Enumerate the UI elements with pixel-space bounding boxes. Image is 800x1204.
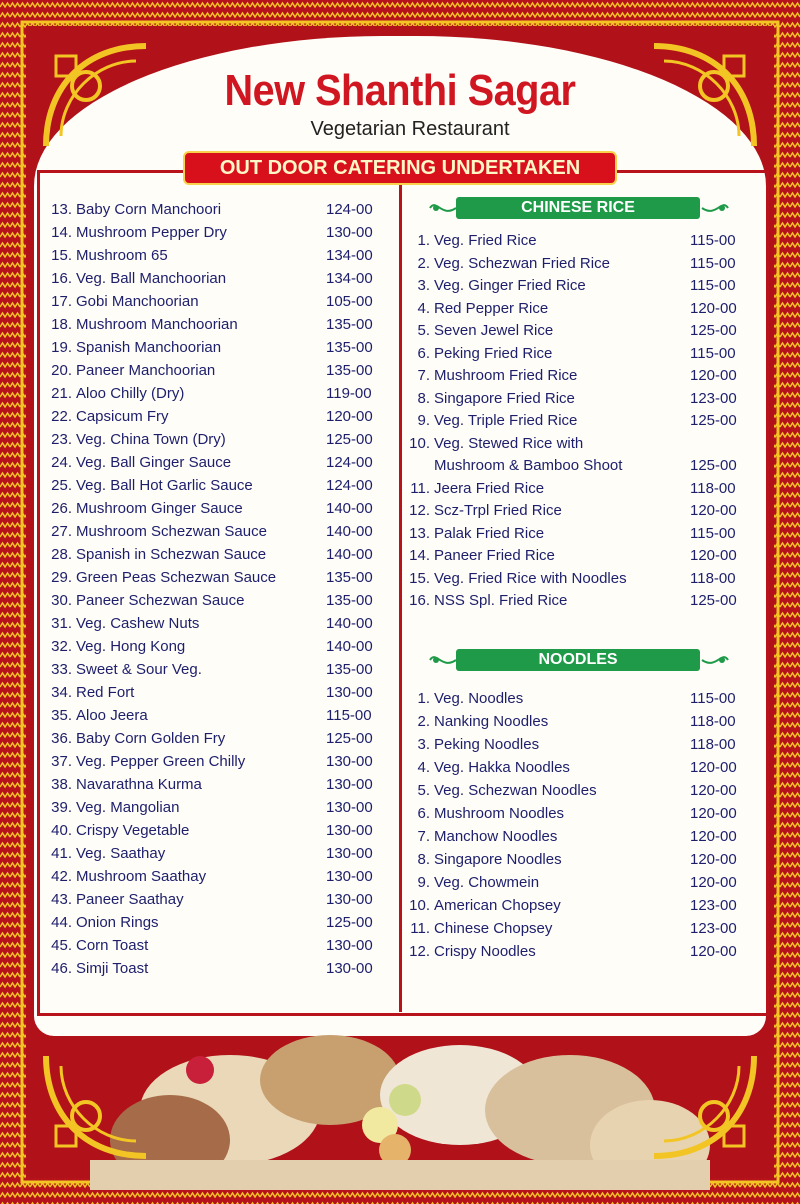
item-number: 3. — [417, 736, 430, 753]
item-name: Veg. Stewed Rice with — [434, 434, 584, 452]
menu-item — [44, 431, 226, 448]
menu-item — [44, 684, 135, 701]
menu-item — [404, 232, 537, 249]
restaurant-name: New Shanthi Sagar — [224, 66, 576, 115]
item-price: 120-00 — [690, 782, 737, 799]
menu-item — [44, 201, 222, 218]
menu-item — [44, 960, 149, 977]
item-price: 118-00 — [690, 569, 736, 587]
item-number: 28. — [51, 546, 72, 563]
item-name: Peking Fried Rice — [434, 344, 553, 362]
item-name: Simji Toast — [76, 960, 149, 977]
item-price: 118-00 — [690, 736, 736, 753]
item-price: 125-00 — [326, 914, 373, 931]
item-name: Veg. Schezwan Fried Rice — [434, 254, 610, 272]
item-number: 14. — [51, 224, 72, 241]
item-name: Crispy Noodles — [434, 943, 536, 960]
item-number: 44. — [51, 914, 72, 931]
item-name: Veg. Schezwan Noodles — [434, 782, 597, 799]
item-price: 125-00 — [690, 592, 737, 609]
menu-item — [404, 690, 524, 707]
item-number: 36. — [51, 730, 72, 747]
item-name: Capsicum Fry — [76, 408, 169, 425]
column-divider — [399, 172, 402, 1012]
item-price: 130-00 — [326, 845, 373, 862]
item-name: Singapore Noodles — [434, 851, 562, 868]
item-price: 134-00 — [326, 247, 373, 264]
menu-item — [404, 759, 570, 776]
item-number: 26. — [51, 500, 72, 517]
item-name: Red Fort — [76, 684, 135, 701]
item-number: 40. — [51, 822, 72, 839]
item-number: 6. — [417, 805, 430, 822]
item-price: 130-00 — [326, 937, 373, 954]
item-name: Veg. Ginger Fried Rice — [434, 277, 586, 294]
item-name: Jeera Fried Rice — [434, 479, 545, 497]
menu-item — [404, 479, 545, 497]
item-number: 42. — [51, 868, 72, 885]
menu-item — [404, 502, 562, 519]
item-name: Green Peas Schezwan Sauce — [76, 569, 277, 586]
item-number: 45. — [51, 937, 72, 954]
item-name: Mushroom Noodles — [434, 805, 565, 822]
item-name: Mushroom Ginger Sauce — [76, 500, 243, 517]
item-number: 8. — [417, 389, 430, 407]
item-price: 120-00 — [690, 828, 737, 845]
item-number: 31. — [51, 615, 72, 632]
item-price: 125-00 — [690, 457, 737, 474]
flourish-icon — [428, 196, 458, 220]
item-price: 120-00 — [690, 874, 737, 891]
menu-item — [44, 845, 166, 862]
menu-item — [404, 592, 568, 609]
item-number: 41. — [51, 845, 72, 862]
item-number: 18. — [51, 316, 72, 333]
item-number: 30. — [51, 592, 72, 609]
item-price: 115-00 — [690, 344, 736, 362]
item-price: 140-00 — [326, 500, 373, 517]
menu-item — [44, 500, 243, 517]
item-name: Spanish Manchoorian — [76, 339, 222, 356]
item-number: 12. — [409, 943, 430, 960]
item-number: 23. — [51, 431, 72, 448]
menu-item — [404, 874, 540, 891]
item-price: 130-00 — [326, 799, 373, 816]
item-name: Gobi Manchoorian — [76, 293, 199, 310]
item-number: 11. — [410, 479, 430, 497]
item-name: Mushroom Schezwan Sauce — [76, 523, 267, 540]
chinese-rice-heading: CHINESE RICE — [456, 197, 700, 219]
flourish-icon — [700, 648, 730, 672]
item-number: 10. — [409, 434, 430, 452]
item-price: 135-00 — [326, 569, 373, 586]
item-name: Paneer Fried Rice — [434, 547, 555, 564]
item-number: 34. — [51, 684, 72, 701]
item-name: Veg. Hakka Noodles — [434, 759, 570, 776]
item-price: 115-00 — [690, 232, 736, 249]
menu-item — [404, 736, 540, 753]
restaurant-subtitle: Vegetarian Restaurant — [310, 118, 510, 140]
item-name: Veg. Noodles — [434, 690, 524, 707]
item-number: 8. — [417, 851, 430, 868]
item-number: 43. — [51, 891, 72, 908]
flourish-icon — [700, 196, 730, 220]
menu-item — [44, 523, 267, 540]
item-name: NSS Spl. Fried Rice — [434, 592, 568, 609]
item-name: Mushroom Pepper Dry — [76, 224, 227, 241]
item-price: 120-00 — [690, 299, 737, 317]
item-price: 130-00 — [326, 960, 373, 977]
item-price: 118-00 — [690, 713, 736, 730]
item-number: 46. — [51, 960, 72, 977]
item-price: 115-00 — [690, 277, 736, 294]
item-number: 4. — [417, 299, 430, 317]
item-price: 120-00 — [690, 805, 737, 822]
item-name: Veg. Ball Manchoorian — [76, 270, 227, 287]
item-name: Nanking Noodles — [434, 713, 549, 730]
item-price: 140-00 — [326, 615, 373, 632]
menu-item — [404, 851, 562, 868]
item-price: 135-00 — [326, 339, 373, 356]
menu-item — [404, 805, 565, 822]
item-number: 13. — [409, 524, 430, 542]
item-name: Mushroom & Bamboo Shoot — [434, 457, 623, 474]
item-name: Veg. Cashew Nuts — [76, 615, 200, 632]
item-number: 27. — [51, 523, 72, 540]
item-price: 134-00 — [326, 270, 373, 287]
menu-item — [404, 547, 555, 564]
menu-item — [404, 828, 558, 845]
item-price: 120-00 — [690, 502, 737, 519]
item-number: 3. — [417, 277, 430, 294]
item-price: 123-00 — [690, 897, 737, 914]
item-number: 33. — [51, 661, 72, 678]
menu-item — [404, 524, 545, 542]
menu-item — [404, 569, 627, 587]
item-name: Mushroom Fried Rice — [434, 367, 578, 384]
item-name: Sweet & Sour Veg. — [76, 661, 202, 678]
menu-item — [44, 408, 169, 425]
noodles-heading: NOODLES — [456, 649, 700, 671]
menu-item — [44, 730, 226, 747]
menu-item — [44, 891, 184, 908]
item-price: 125-00 — [326, 431, 373, 448]
item-number: 2. — [417, 713, 430, 730]
flourish-icon — [428, 648, 458, 672]
menu-item — [44, 707, 148, 724]
item-price: 130-00 — [326, 776, 373, 793]
item-name: Crispy Vegetable — [76, 822, 190, 839]
menu-item — [44, 293, 199, 310]
item-price: 124-00 — [326, 454, 373, 471]
menu-item — [44, 661, 202, 678]
menu-item — [44, 316, 238, 333]
item-price: 130-00 — [326, 822, 373, 839]
item-price: 124-00 — [326, 201, 373, 218]
item-name: Veg. Triple Fried Rice — [434, 412, 578, 429]
item-name: American Chopsey — [434, 897, 561, 914]
menu-item — [404, 457, 623, 474]
item-name: Red Pepper Rice — [434, 299, 549, 317]
menu-item — [44, 546, 267, 563]
item-name: Veg. Ball Ginger Sauce — [76, 454, 232, 471]
item-number: 20. — [51, 362, 72, 379]
item-number: 6. — [417, 344, 430, 362]
item-price: 120-00 — [690, 943, 737, 960]
item-name: Veg. Fried Rice — [434, 232, 537, 249]
item-number: 24. — [51, 454, 72, 471]
item-number: 10. — [409, 897, 430, 914]
item-price: 135-00 — [326, 316, 373, 333]
item-price: 120-00 — [690, 367, 737, 384]
item-name: Palak Fried Rice — [434, 524, 545, 542]
item-number: 22. — [51, 408, 72, 425]
item-price: 120-00 — [690, 547, 737, 564]
item-number: 13. — [51, 201, 72, 218]
item-price: 130-00 — [326, 684, 373, 701]
item-name: Aloo Chilly (Dry) — [76, 385, 185, 402]
item-price: 115-00 — [690, 690, 736, 707]
item-price: 130-00 — [326, 224, 373, 241]
menu-item — [44, 477, 253, 494]
item-name: Mushroom 65 — [76, 247, 168, 264]
menu-item — [404, 277, 586, 294]
item-number: 5. — [417, 322, 430, 339]
item-name: Peking Noodles — [434, 736, 540, 753]
item-price: 130-00 — [326, 891, 373, 908]
item-number: 39. — [51, 799, 72, 816]
item-name: Veg. Saathay — [76, 845, 166, 862]
item-price: 123-00 — [690, 389, 737, 407]
item-price: 118-00 — [690, 479, 736, 497]
item-price: 125-00 — [690, 412, 737, 429]
item-number: 16. — [409, 592, 430, 609]
item-name: Spanish in Schezwan Sauce — [76, 546, 267, 563]
menu-item — [404, 389, 575, 407]
menu-item — [44, 454, 232, 471]
item-price: 124-00 — [326, 477, 373, 494]
item-price: 115-00 — [690, 254, 736, 272]
menu-item — [44, 385, 185, 402]
item-name: Baby Corn Golden Fry — [76, 730, 226, 747]
item-number: 4. — [417, 759, 430, 776]
item-name: Veg. Chowmein — [434, 874, 540, 891]
menu-item — [404, 920, 553, 937]
menu-item — [404, 782, 597, 799]
item-number: 16. — [51, 270, 72, 287]
item-price: 140-00 — [326, 638, 373, 655]
item-price: 119-00 — [326, 385, 372, 402]
item-price: 140-00 — [326, 523, 373, 540]
item-number: 29. — [51, 569, 72, 586]
item-number: 19. — [51, 339, 72, 356]
item-price: 115-00 — [690, 524, 736, 542]
menu-item — [44, 270, 227, 287]
menu-item — [404, 322, 554, 339]
item-price: 125-00 — [690, 322, 737, 339]
item-name: Paneer Saathay — [76, 891, 184, 908]
item-price: 120-00 — [690, 851, 737, 868]
item-number: 15. — [409, 569, 430, 587]
item-name: Aloo Jeera — [76, 707, 148, 724]
item-number: 7. — [417, 828, 430, 845]
menu-item — [44, 914, 159, 931]
item-price: 120-00 — [690, 759, 737, 776]
menu-item — [404, 897, 561, 914]
menu-item — [44, 937, 149, 954]
item-price: 105-00 — [326, 293, 373, 310]
item-number: 21. — [51, 385, 72, 402]
item-name: Mushroom Saathay — [76, 868, 207, 885]
item-name: Paneer Manchoorian — [76, 362, 216, 379]
item-name: Scz-Trpl Fried Rice — [434, 502, 562, 519]
item-price: 130-00 — [326, 753, 373, 770]
item-name: Manchow Noodles — [434, 828, 558, 845]
menu-item — [44, 638, 186, 655]
item-number: 11. — [410, 920, 430, 937]
item-number: 1. — [417, 232, 430, 249]
menu-item — [404, 434, 584, 452]
item-number: 1. — [417, 690, 430, 707]
item-name: Veg. Pepper Green Chilly — [76, 753, 246, 770]
menu-item — [44, 822, 190, 839]
item-price: 123-00 — [690, 920, 737, 937]
corner-ornament-icon — [644, 1046, 764, 1166]
item-price: 125-00 — [326, 730, 373, 747]
menu-item — [44, 868, 207, 885]
item-price: 135-00 — [326, 362, 373, 379]
menu-item — [404, 412, 578, 429]
item-number: 17. — [51, 293, 72, 310]
item-name: Mushroom Manchoorian — [76, 316, 238, 333]
item-number: 12. — [409, 502, 430, 519]
menu-item — [404, 254, 610, 272]
item-name: Corn Toast — [76, 937, 149, 954]
item-price: 140-00 — [326, 546, 373, 563]
menu-item — [404, 367, 578, 384]
item-number: 15. — [51, 247, 72, 264]
item-name: Singapore Fried Rice — [434, 389, 575, 407]
item-number: 35. — [51, 707, 72, 724]
menu-item — [44, 362, 216, 379]
menu-item — [404, 943, 536, 960]
item-number: 9. — [417, 874, 430, 891]
item-name: Onion Rings — [76, 914, 159, 931]
item-name: Veg. Mangolian — [76, 799, 180, 816]
item-name: Navarathna Kurma — [76, 776, 202, 793]
item-name: Seven Jewel Rice — [434, 322, 554, 339]
menu-item — [44, 776, 202, 793]
item-name: Chinese Chopsey — [434, 920, 553, 937]
catering-banner: OUT DOOR CATERING UNDERTAKEN — [183, 151, 617, 185]
item-number: 7. — [417, 367, 430, 384]
item-number: 32. — [51, 638, 72, 655]
item-price: 135-00 — [326, 661, 373, 678]
menu-item — [404, 713, 549, 730]
item-name: Baby Corn Manchoori — [76, 201, 222, 218]
item-number: 9. — [417, 412, 430, 429]
item-price: 115-00 — [326, 707, 372, 724]
menu-item — [44, 753, 246, 770]
menu-item — [44, 799, 180, 816]
menu-item — [44, 224, 227, 241]
item-number: 25. — [51, 477, 72, 494]
item-number: 2. — [417, 254, 430, 272]
item-number: 38. — [51, 776, 72, 793]
corner-ornament-icon — [36, 1046, 156, 1166]
item-name: Veg. Ball Hot Garlic Sauce — [76, 477, 253, 494]
item-name: Veg. Hong Kong — [76, 638, 186, 655]
item-number: 5. — [417, 782, 430, 799]
item-name: Paneer Schezwan Sauce — [76, 592, 245, 609]
menu-item — [44, 247, 168, 264]
menu-item — [404, 299, 549, 317]
menu-item — [44, 569, 277, 586]
item-name: Veg. Fried Rice with Noodles — [434, 569, 627, 587]
item-price: 135-00 — [326, 592, 373, 609]
item-price: 120-00 — [326, 408, 373, 425]
item-name: Veg. China Town (Dry) — [76, 431, 226, 448]
menu-item — [44, 339, 222, 356]
item-price: 130-00 — [326, 868, 373, 885]
menu-item — [44, 615, 200, 632]
item-number: 37. — [51, 753, 72, 770]
item-number: 14. — [409, 547, 430, 564]
menu-item — [44, 592, 245, 609]
menu-item — [404, 344, 553, 362]
